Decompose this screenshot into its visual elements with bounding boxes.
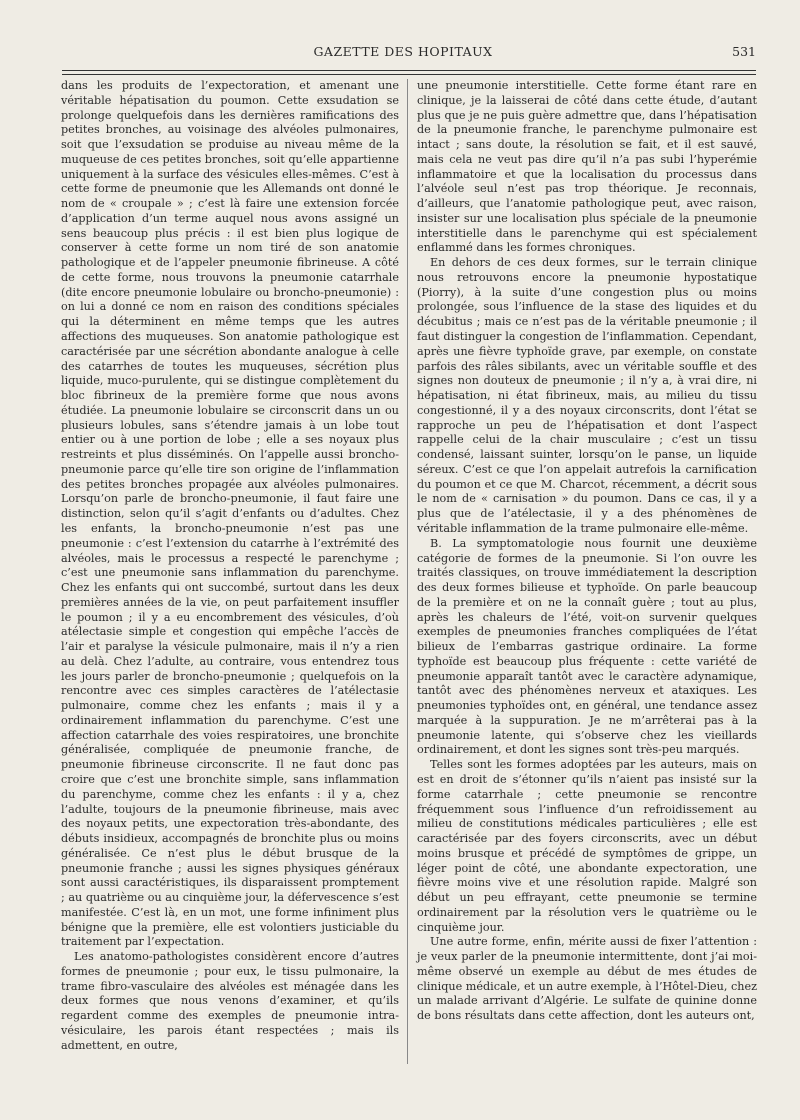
header-rule-thin xyxy=(62,74,756,75)
page-number: 531 xyxy=(732,44,756,59)
paragraph: Telles sont les formes adoptées par les auteurs, mais on est en droit de s’étonner qu’ils n’aient pas insisté sur la forme catarrhale ; cette pneumonie se rencontre fréquemment sous l’influence d’un refroidissement au milieu de constitutions médicales particulières ; elle est caractérisée par des foyers circonscrits, avec un début moins brusque et précédé de symptômes de grippe, un léger point de côté, une abondante expectoration, une fièvre moins vive et une résolution rapide. Malgré son début un peu effrayant, cette pneumonie se termine ordinairement par la résolution vers le quatrième ou le cinquième jour. xyxy=(417,758,757,934)
paragraph: B. La symptomatologie nous fournit une deuxième catégorie de formes de la pneumonie. Si l’on ouvre les traités classiques, on trouve immédiatement la description des deux formes bilieuse et typhoïde. On parle beaucoup de la première et on ne la connaît guère ; tout au plus, après les chaleurs de l’été, voit-on survenir quelques exemples de pneumonies franches compliquées de l’état bilieux de l’embarras gastrique ordinaire. La forme typhoïde est beaucoup plus fréquente : cette variété de pneumonie apparaît tantôt avec le caractère adynamique, tantôt avec des phénomènes nerveux et ataxiques. Les pneumonies typhoïdes ont, en général, une tendance assez marquée à la suppuration. Je ne m’arrêterai pas à la pneumonie latente, qui s’observe chez les vieillards ordinairement, et dont les signes sont très-peu marqués. xyxy=(417,536,757,757)
paragraph: une pneumonie interstitielle. Cette forme étant rare en clinique, je la laisserai de côté dans cette étude, d’autant plus que je ne puis guère admettre que, dans l’hépatisation de la pneumonie franche, le parenchyme pulmonaire est intact ; sans doute, la résolution se fait, et il est sauvé, mais cela ne veut pas dire qu’il n’a pas subi l’hyperémie inflammatoire et que la localisation du processus dans l’alvéole seul n’est pas trop théorique. Je reconnais, d’ailleurs, que l’anatomie pathologique peut, avec raison, insister sur une localisation plus spéciale de la pneumonie interstitielle dans le parenchyme qui est spécialement enflammé dans les formes chroniques. xyxy=(417,79,757,255)
column-divider xyxy=(407,79,408,1064)
left-column xyxy=(61,79,399,1054)
paragraph: dans les produits de l’expectoration, et amenant une véritable hépatisation du poumon. Cette exsudation se prolonge quelquefois dans les dernières ramifications des petites bronches, au voisinage des alvéoles pulmonaires, soit que l’exsudation se produise au niveau même de la muqueuse de ces petites bronches, soit qu’elle appartienne uniquement à la surface des vésicules elles-mêmes. C’est à cette forme de pneumonie que les Allemands ont donné le nom de « croupale » ; c’est là faire une extension forcée d’application d’un terme auquel nous avons assigné un sens beaucoup plus précis : il est bien plus logique de conserver à cette forme un nom tiré de son anatomie pathologique et de l’appeler pneumonie fibrineuse. A côté de cette forme, nous trouvons la pneumonie catarrhale (dite encore pneumonie lobulaire ou broncho-pneumonie) : on lui a donné ce nom en raison des conditions spéciales qui la déterminent en même temps que les autres affections des muqueuses. Son anatomie pathologique est caractérisée par une sécrétion abondante analogue à celle des catarrhes de toutes les muqueuses, sécrétion plus liquide, muco-purulente, qui se distingue complètement du bloc fibrineux de la première forme que nous avons étudiée. La pneumonie lobulaire se circonscrit dans un ou plusieurs lobules, sans s’étendre jamais à un lobe tout entier ou à une portion de lobe ; elle a ses noyaux plus restreints et plus disséminés. On l’appelle aussi broncho-pneumonie parce qu’elle tire son origine de l’inflammation des petites bronches propagée aux alvéoles pulmonaires. Lorsqu’on parle de broncho-pneumonie, il faut faire une distinction, selon qu’il s’agit d’enfants ou d’adultes. Chez les enfants, la broncho-pneumonie n’est pas une pneumonie : c’est l’extension du catarrhe à l’extrémité des alvéoles, mais le processus a respecté le parenchyme ; c’est une pneumonie sans inflammation du parenchyme. Chez les enfants qui ont succombé, surtout dans les deux premières années de la vie, on peut parfaitement insuffler le poumon ; il y a eu encombrement des vésicules, d’où atélectasie simple et congestion qui empêche l’accès de l’air et paralyse la vésicule pulmonaire, mais il n’y a rien au delà. Chez l’adulte, au contraire, vous entendrez tous les jours parler de broncho-pneumonie ; quelquefois on la rencontre avec ces simples caractères de l’atélectasie pulmonaire, comme chez les enfants ; mais il y a ordinairement inflammation du parenchyme. C’est une affection catarrhale des voies respiratoires, une bronchite généralisée, compliquée de pneumonie franche, de pneumonie fibrineuse circonscrite. Il ne faut donc pas croire que c’est une bronchite simple, sans inflammation du parenchyme, comme chez les enfants : il y a, chez l’adulte, toujours de la pneumonie fibrineuse, mais avec des noyaux petits, une expectoration très-abondante, des débuts insidieux, accompagnés de bronchite plus ou moins généralisée. Ce n’est plus le début brusque de la pneumonie franche ; aussi les signes physiques généraux sont aussi caractéristiques, ils disparaissent promptement ; au quatrième ou au cinquième jour, la défervescence s’est manifestée. C’est là, en un mot, une forme infiniment plus bénigne que la première, elle est volontiers justiciable du traitement par l’expectation. xyxy=(61,79,399,949)
right-column xyxy=(417,79,757,1024)
journal-title: GAZETTE DES HOPITAUX xyxy=(313,44,493,59)
paragraph: En dehors de ces deux formes, sur le terrain clinique nous retrouvons encore la pneumonie hypostatique (Piorry), à la suite d’une congestion plus ou moins prolongée, sous l’influence de la stase des liquides et du décubitus ; mais ce n’est pas de la véritable pneumonie ; il faut distinguer la congestion de l’inflammation. Cependant, après une fièvre typhoïde grave, par exemple, on constate parfois des râles sibilants, avec un véritable souffle et des signes non douteux de pneumonie ; il n’y a, à vrai dire, ni hépatisation, ni état fibrineux, mais, au milieu du tissu congestionné, il y a des noyaux circonscrits, dont l’état se rapproche un peu de l’hépatisation et dont l’aspect rappelle celui de la chair musculaire ; c’est un tissu condensé, laissant suinter, lorsqu’on le panse, un liquide séreux. C’est ce que l’on appelait autrefois la carnification du poumon et ce que M. Charcot, récemment, a décrit sous le nom de « carnisation » du poumon. Dans ce cas, il y a plus que de l’atélectasie, il y a des phénomènes de véritable inflammation de la trame pulmonaire elle-même. xyxy=(417,256,757,535)
paragraph: Une autre forme, enfin, mérite aussi de fixer l’attention : je veux parler de la pneumonie intermittente, dont j’ai moi-même observé un exemple au début de mes études de clinique médicale, et un autre exemple, à l’Hôtel-Dieu, chez un malade arrivant d’Algérie. Le sulfate de quinine donne de bons résultats dans cette affection, dont les auteurs ont, xyxy=(417,935,757,1023)
page-header xyxy=(62,38,756,64)
header-rule-thick xyxy=(62,70,756,71)
paragraph: Les anatomo-pathologistes considèrent encore d’autres formes de pneumonie ; pour eux, le tissu pulmonaire, la trame fibro-vasculaire des alvéoles est ménagée dans les deux formes que nous venons d’examiner, et qu’ils regardent comme des exemples de pneumonie intra-vésiculaire, les parois étant respectées ; mais ils admettent, en outre, xyxy=(61,950,399,1052)
